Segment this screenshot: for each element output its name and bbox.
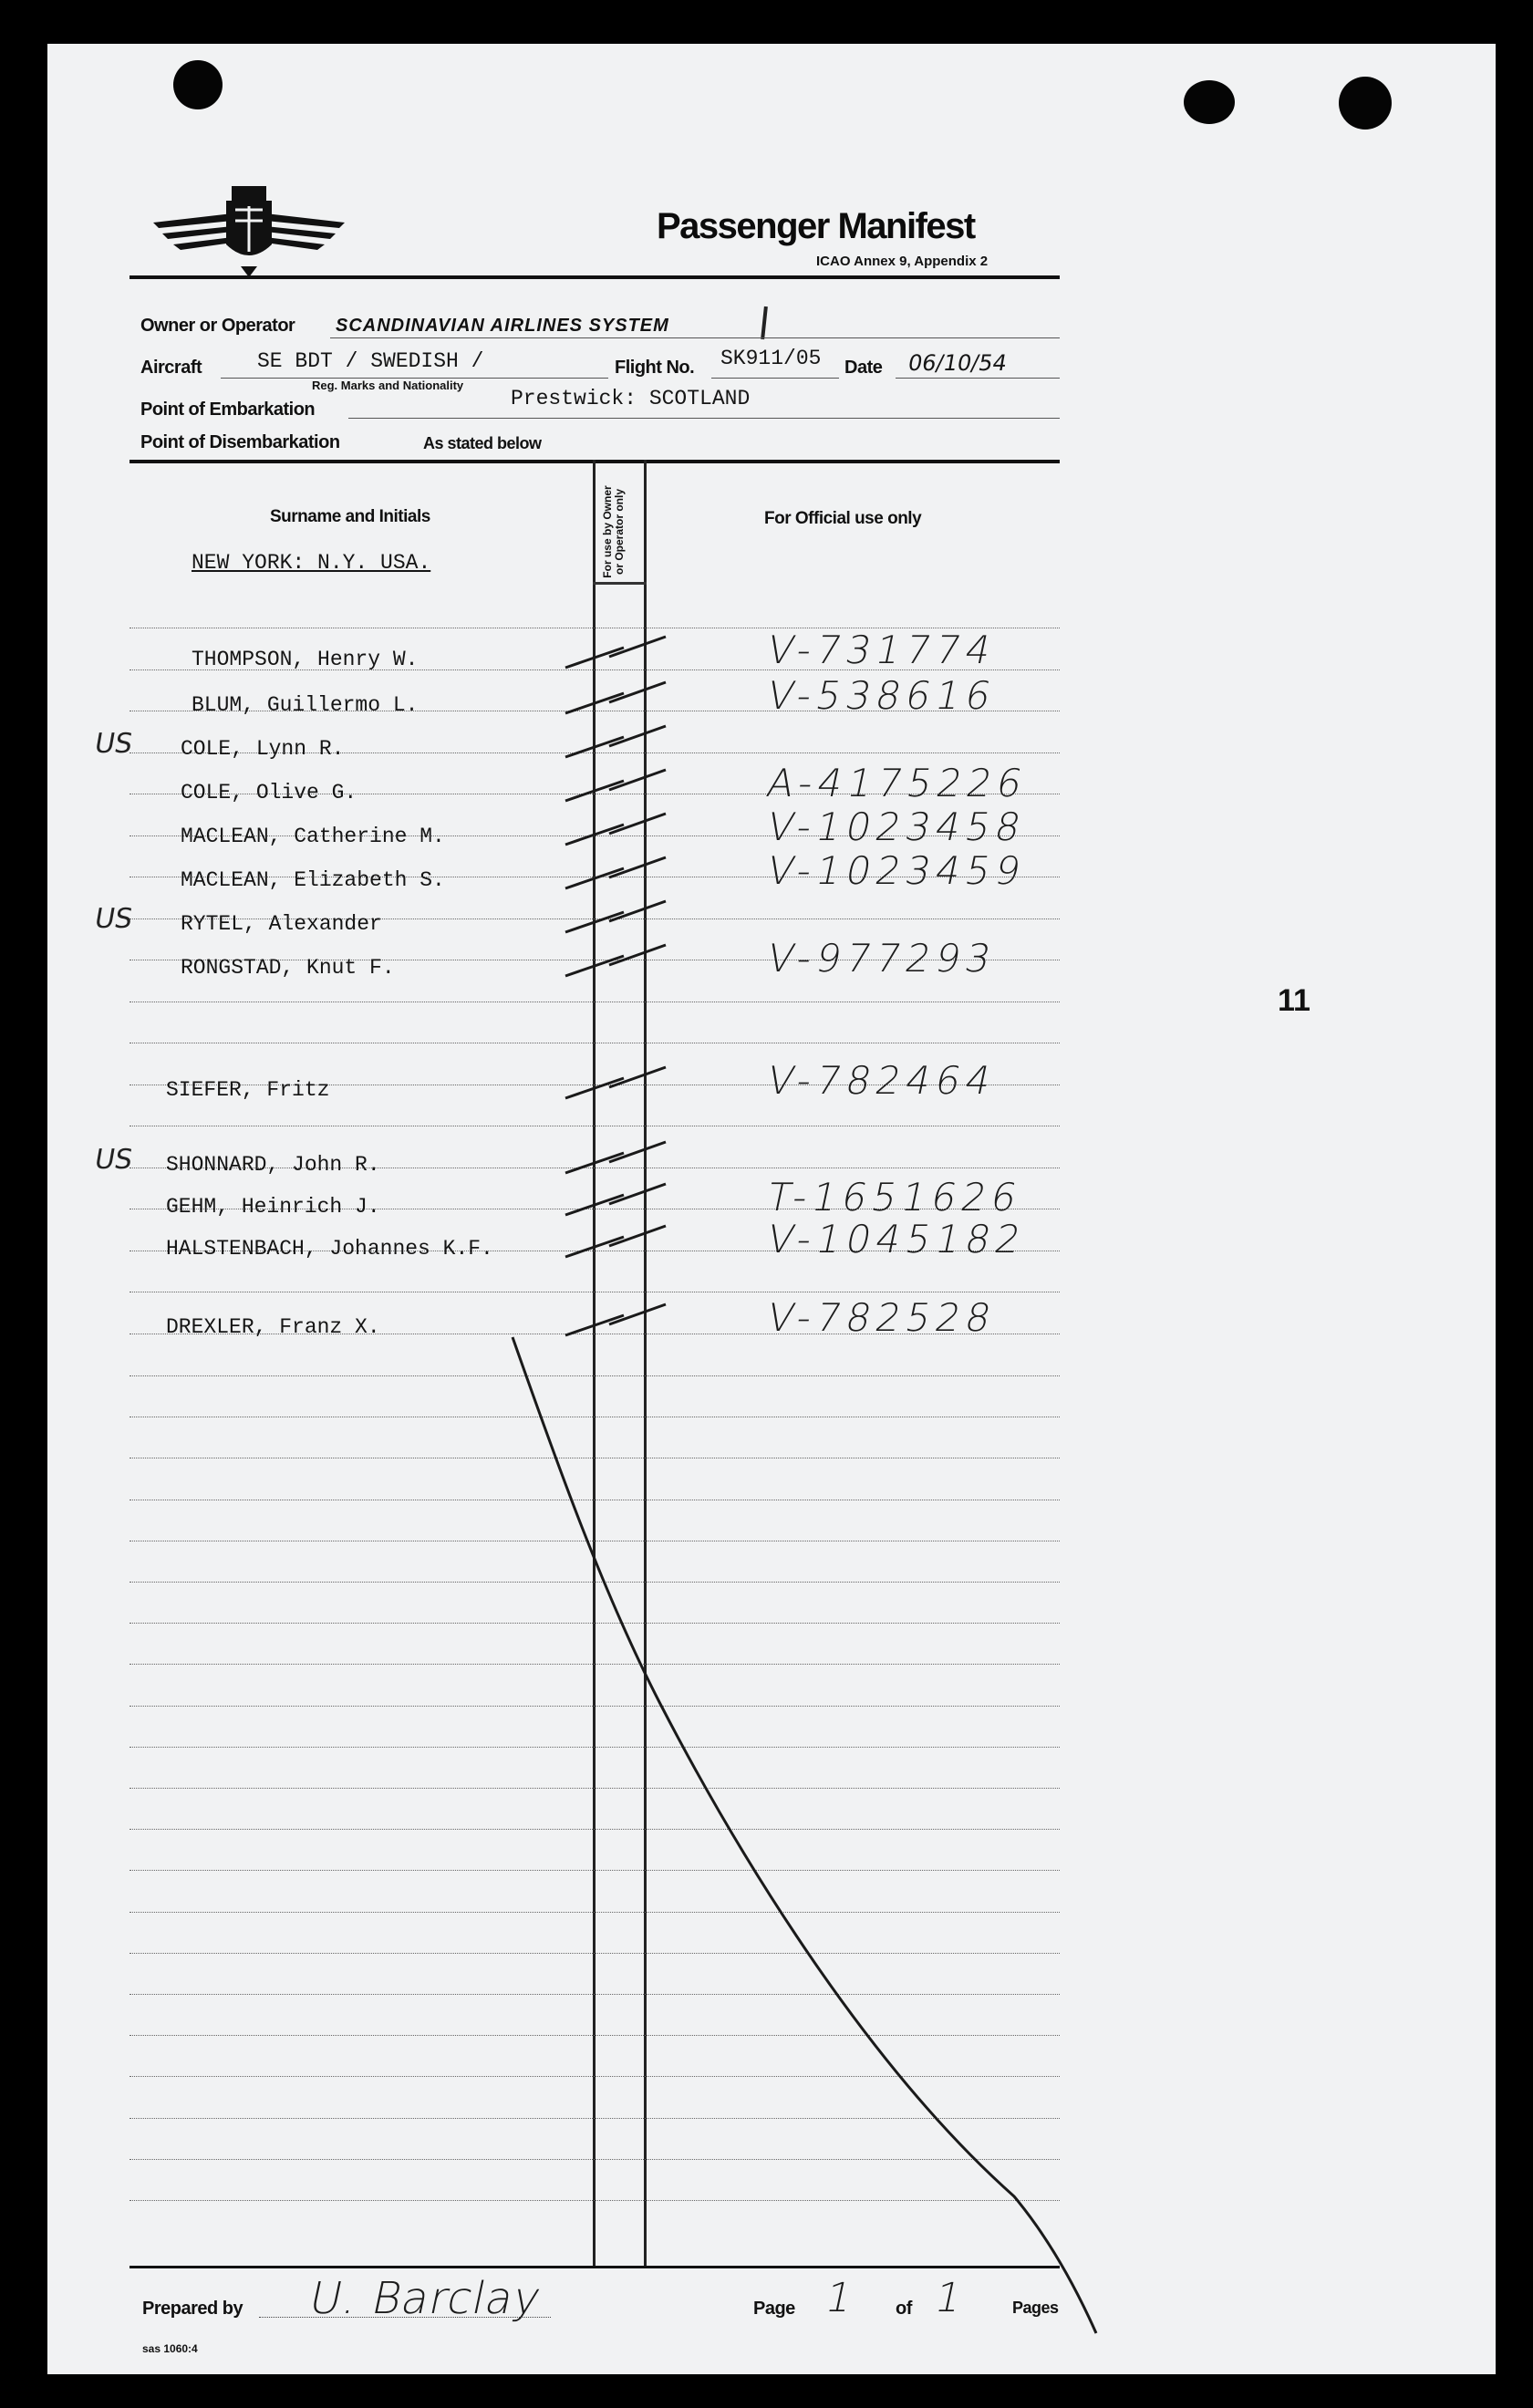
passenger-name: RONGSTAD, Knut F. — [181, 956, 395, 980]
passenger-name: DREXLER, Franz X. — [166, 1315, 380, 1339]
passenger-name: MACLEAN, Elizabeth S. — [181, 868, 445, 892]
flight-label: Flight No. — [615, 358, 695, 378]
passenger-name: COLE, Olive G. — [181, 781, 357, 804]
operator-column-header: For use by Owner or Operator only — [601, 485, 626, 578]
disembark-label: Point of Disembarkation — [140, 432, 340, 452]
nationality-mark: US — [91, 728, 136, 760]
prepared-signature: U. Barclay — [305, 2273, 546, 2324]
date-label: Date — [844, 358, 883, 378]
official-number: V-977293 — [762, 936, 1000, 981]
embark-label: Point of Embarkation — [140, 400, 316, 420]
official-number: A-4175226 — [762, 761, 1032, 805]
disembark-value: As stated below — [423, 434, 542, 452]
official-number: V-1045182 — [762, 1217, 1031, 1261]
passenger-name: HALSTENBACH, Johannes K.F. — [166, 1237, 493, 1261]
side-page-number: 11 — [1278, 983, 1310, 1018]
official-number: V-1023459 — [762, 848, 1031, 893]
passenger-name: THOMPSON, Henry W. — [192, 648, 419, 671]
official-number: V-1023458 — [762, 804, 1031, 849]
passenger-name: RYTEL, Alexander — [181, 912, 382, 936]
aircraft-label: Aircraft — [140, 358, 202, 378]
date-value: 06/10/54 — [906, 350, 1010, 376]
cancel-line — [47, 44, 1496, 2374]
official-number: V-538616 — [762, 673, 1000, 718]
passenger-name: GEHM, Heinrich J. — [166, 1195, 380, 1219]
page-label: Page — [753, 2299, 795, 2319]
passenger-name: MACLEAN, Catherine M. — [181, 825, 445, 848]
form-code: sas 1060:4 — [142, 2342, 198, 2355]
page-subtitle: ICAO Annex 9, Appendix 2 — [816, 254, 989, 269]
official-number: V-782528 — [762, 1295, 1000, 1340]
destination-heading: NEW YORK: N.Y. USA. — [192, 551, 431, 575]
reg-marks-label: Reg. Marks and Nationality — [312, 379, 464, 392]
prepared-label: Prepared by — [142, 2299, 243, 2319]
manifest-sheet — [47, 44, 1496, 2374]
owner-value: SCANDINAVIAN AIRLINES SYSTEM — [336, 316, 669, 336]
passenger-name: COLE, Lynn R. — [181, 737, 345, 761]
of-value: 1 — [930, 2275, 972, 2321]
official-number: V-782464 — [762, 1058, 1000, 1103]
pages-label: Pages — [1012, 2299, 1059, 2317]
official-number: T-1651626 — [762, 1175, 1027, 1220]
page-value: 1 — [821, 2275, 863, 2321]
passenger-name: SIEFER, Fritz — [166, 1078, 330, 1102]
aircraft-value: SE BDT / SWEDISH / — [257, 349, 484, 373]
nationality-mark: US — [91, 903, 136, 935]
embark-value: Prestwick: SCOTLAND — [511, 387, 751, 410]
passenger-name: BLUM, Guillermo L. — [192, 693, 419, 717]
footer-rule — [129, 2266, 1060, 2268]
official-column-header: For Official use only — [764, 509, 922, 528]
passenger-name: SHONNARD, John R. — [166, 1153, 380, 1177]
flight-value: SK911/05 — [720, 347, 822, 370]
nationality-mark: US — [91, 1144, 136, 1176]
page-title: Passenger Manifest — [657, 206, 975, 246]
of-label: of — [896, 2299, 912, 2319]
owner-label: Owner or Operator — [140, 316, 295, 336]
surname-column-header: Surname and Initials — [270, 507, 430, 526]
official-number: V-731774 — [762, 628, 1000, 672]
